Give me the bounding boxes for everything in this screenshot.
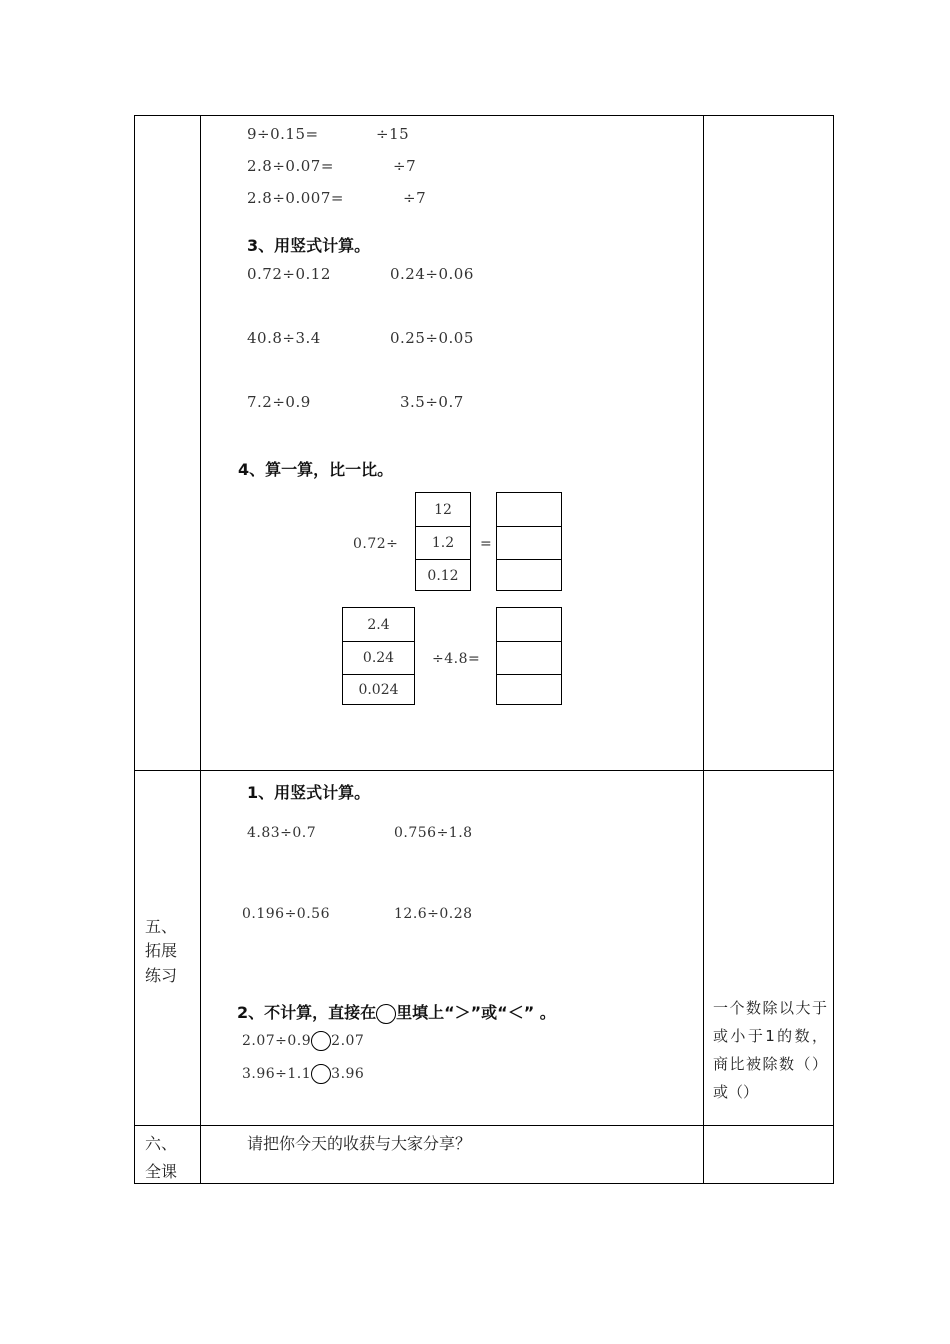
q5-1-item: 0.756÷1.8	[394, 825, 473, 841]
compare-circle[interactable]	[311, 1031, 331, 1051]
compare-circle[interactable]	[311, 1064, 331, 1084]
circle-icon	[376, 1004, 396, 1024]
table-top-border	[134, 115, 834, 116]
q5-1-item: 0.196÷0.56	[242, 906, 330, 922]
side-note: 一个数除以大于或小于1的数，商比被除数（）或（）	[713, 999, 827, 1101]
q4-answer-box-1[interactable]	[496, 492, 562, 591]
q3-title: 3、用竖式计算。	[247, 236, 371, 255]
q3-item: 0.24÷0.06	[390, 265, 474, 283]
q4-dividend-cell: 0.24	[343, 641, 414, 674]
section-five-label-line1: 五、	[145, 917, 178, 936]
table-bottom-border	[134, 1183, 834, 1184]
section-five-label-line3: 练习	[145, 966, 178, 985]
expr-line-1-right: ÷15	[376, 125, 410, 143]
answer-cell[interactable]	[497, 641, 561, 674]
column-divider-2	[703, 115, 704, 1184]
q3-item: 3.5÷0.7	[400, 393, 464, 411]
share-prompt: 请把你今天的收获与大家分享？	[247, 1134, 472, 1153]
q4-right-label: ÷4.8=	[432, 651, 481, 667]
q4-equals: =	[480, 536, 493, 552]
q4-divisor-box	[415, 492, 471, 591]
q5-1-item: 12.6÷0.28	[394, 906, 473, 922]
q4-dividend-box	[342, 607, 415, 705]
section-six-label-line1: 六、	[145, 1134, 178, 1153]
table-left-border	[134, 115, 135, 1184]
expr-line-3-right: ÷7	[403, 189, 427, 207]
compare-left: 2.07÷0.9	[242, 1033, 312, 1049]
answer-cell[interactable]	[497, 493, 561, 526]
compare-row	[242, 1031, 364, 1051]
compare-left: 3.96÷1.1	[242, 1066, 312, 1082]
q4-left-label: 0.72÷	[353, 536, 399, 552]
q3-item: 0.72÷0.12	[247, 265, 331, 283]
section-five-label-line2: 拓展	[145, 941, 178, 960]
q5-2-title	[237, 1000, 556, 1024]
answer-cell[interactable]	[497, 608, 561, 641]
expr-line-3-left: 2.8÷0.007=	[247, 189, 344, 207]
table-right-border	[833, 115, 834, 1184]
expr-line-1-left: 9÷0.15=	[247, 125, 319, 143]
section-six-label-line2: 全课	[145, 1162, 178, 1181]
row-divider-1	[134, 770, 834, 771]
q4-divisor-cell: 0.12	[416, 559, 470, 591]
expr-line-2-left: 2.8÷0.07=	[247, 157, 334, 175]
q4-divisor-cell: 12	[434, 501, 452, 518]
row-divider-2	[134, 1125, 834, 1126]
compare-right: 3.96	[331, 1066, 365, 1082]
answer-cell[interactable]	[497, 526, 561, 559]
compare-right: 2.07	[331, 1033, 365, 1049]
q5-2-title-a: 2、不计算，直接在	[237, 1003, 377, 1022]
q5-1-title: 1、用竖式计算。	[247, 783, 371, 802]
q4-dividend-cell: 2.4	[367, 616, 390, 633]
compare-row	[242, 1064, 364, 1084]
q5-2-title-b: 里填上“＞”或“＜” 。	[396, 1003, 556, 1022]
answer-cell[interactable]	[497, 674, 561, 705]
q4-title: 4、算一算，比一比。	[238, 460, 394, 479]
q5-1-item: 4.83÷0.7	[247, 825, 317, 841]
expr-line-2-right: ÷7	[393, 157, 417, 175]
column-divider-1	[200, 115, 201, 1184]
q4-answer-box-2[interactable]	[496, 607, 562, 705]
q3-item: 40.8÷3.4	[247, 329, 321, 347]
q4-dividend-cell: 0.024	[343, 674, 414, 705]
q4-divisor-cell: 1.2	[416, 526, 470, 559]
answer-cell[interactable]	[497, 559, 561, 591]
q3-item: 0.25÷0.05	[390, 329, 474, 347]
q3-item: 7.2÷0.9	[247, 393, 311, 411]
